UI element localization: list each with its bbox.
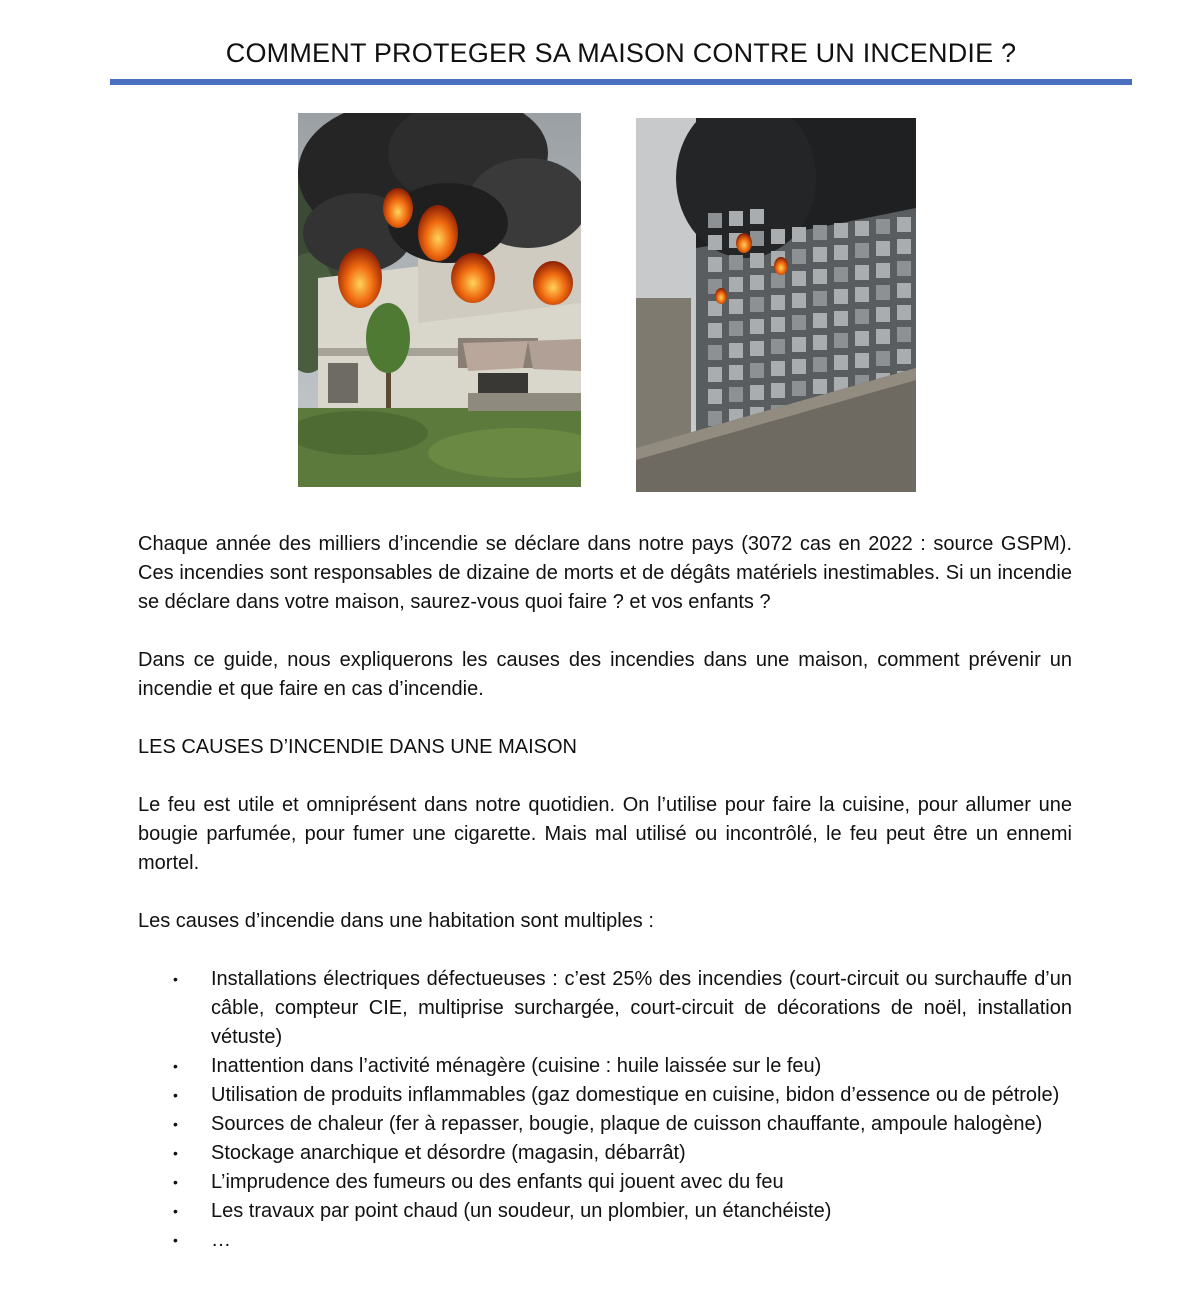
- list-item: [138, 1139, 1072, 1168]
- fire-paragraph: Le feu est utile et omniprésent dans notre quotidien. On l’utilise pour faire la cuisine, pour allumer une bougie parfumée, pour fumer une cigarette. Mais mal utilisé ou incontrôlé, le feu peut être un ennemi mortel.: [138, 794, 1072, 874]
- causes-intro: Les causes d’incendie dans une habitation sont multiples :: [138, 910, 654, 932]
- bullet-icon: •: [173, 1087, 178, 1103]
- bullet-icon: •: [173, 1203, 178, 1219]
- bullet-icon: •: [173, 1232, 178, 1248]
- bullet-icon: •: [173, 971, 178, 987]
- intro-paragraph: Chaque année des milliers d’incendie se déclare dans notre pays (3072 cas en 2022 : source GSPM). Ces incendies sont responsables de dizaine de morts et de dégâts matériels inestimables. Si un incendie se déclare dans votre maison, saurez-vous quoi faire ? et vos enfants ?: [138, 533, 1072, 613]
- causes-list: [138, 965, 1072, 1255]
- house-fire-photo: [298, 113, 581, 487]
- list-item-text: Stockage anarchique et désordre (magasin, débarrât): [211, 1142, 686, 1164]
- page-title: COMMENT PROTEGER SA MAISON CONTRE UN INCENDIE ?: [225, 38, 1017, 68]
- guide-paragraph: Dans ce guide, nous expliquerons les causes des incendies dans une maison, comment prévenir un incendie et que faire en cas d’incendie.: [138, 649, 1072, 700]
- list-item-text: L’imprudence des fumeurs ou des enfants qui jouent avec du feu: [211, 1171, 784, 1193]
- bullet-icon: •: [173, 1116, 178, 1132]
- list-item-text: Utilisation de produits inflammables (gaz domestique en cuisine, bidon d’essence ou de pétrole): [211, 1084, 1060, 1106]
- list-item: [138, 1052, 1072, 1081]
- list-item-text: Inattention dans l’activité ménagère (cuisine : huile laissée sur le feu): [211, 1055, 822, 1077]
- tower-fire-photo: [636, 118, 916, 492]
- list-item: [138, 1168, 1072, 1197]
- bullet-icon: •: [173, 1174, 178, 1190]
- bullet-icon: •: [173, 1058, 178, 1074]
- list-item-text: Sources de chaleur (fer à repasser, bougie, plaque de cuisson chauffante, ampoule halogène): [211, 1113, 1043, 1135]
- list-item-text: Les travaux par point chaud (un soudeur, un plombier, un étanchéiste): [211, 1200, 832, 1222]
- list-item: [138, 1110, 1072, 1139]
- section-heading-causes: LES CAUSES D’INCENDIE DANS UNE MAISON: [138, 736, 577, 758]
- list-item: [138, 1197, 1072, 1226]
- list-item-text: Installations électriques défectueuses : c’est 25% des incendies (court-circuit ou surchauffe d’un câble, compteur CIE, multiprise surchargée, court-circuit de décorations de noël, installation vétuste): [211, 968, 1072, 1048]
- title-underline: [110, 79, 1132, 85]
- list-item: [138, 965, 1072, 1052]
- list-item: [138, 1226, 1072, 1255]
- list-item: [138, 1081, 1072, 1110]
- list-item-text: …: [211, 1229, 231, 1251]
- bullet-icon: •: [173, 1145, 178, 1161]
- article-body: [138, 530, 1072, 1255]
